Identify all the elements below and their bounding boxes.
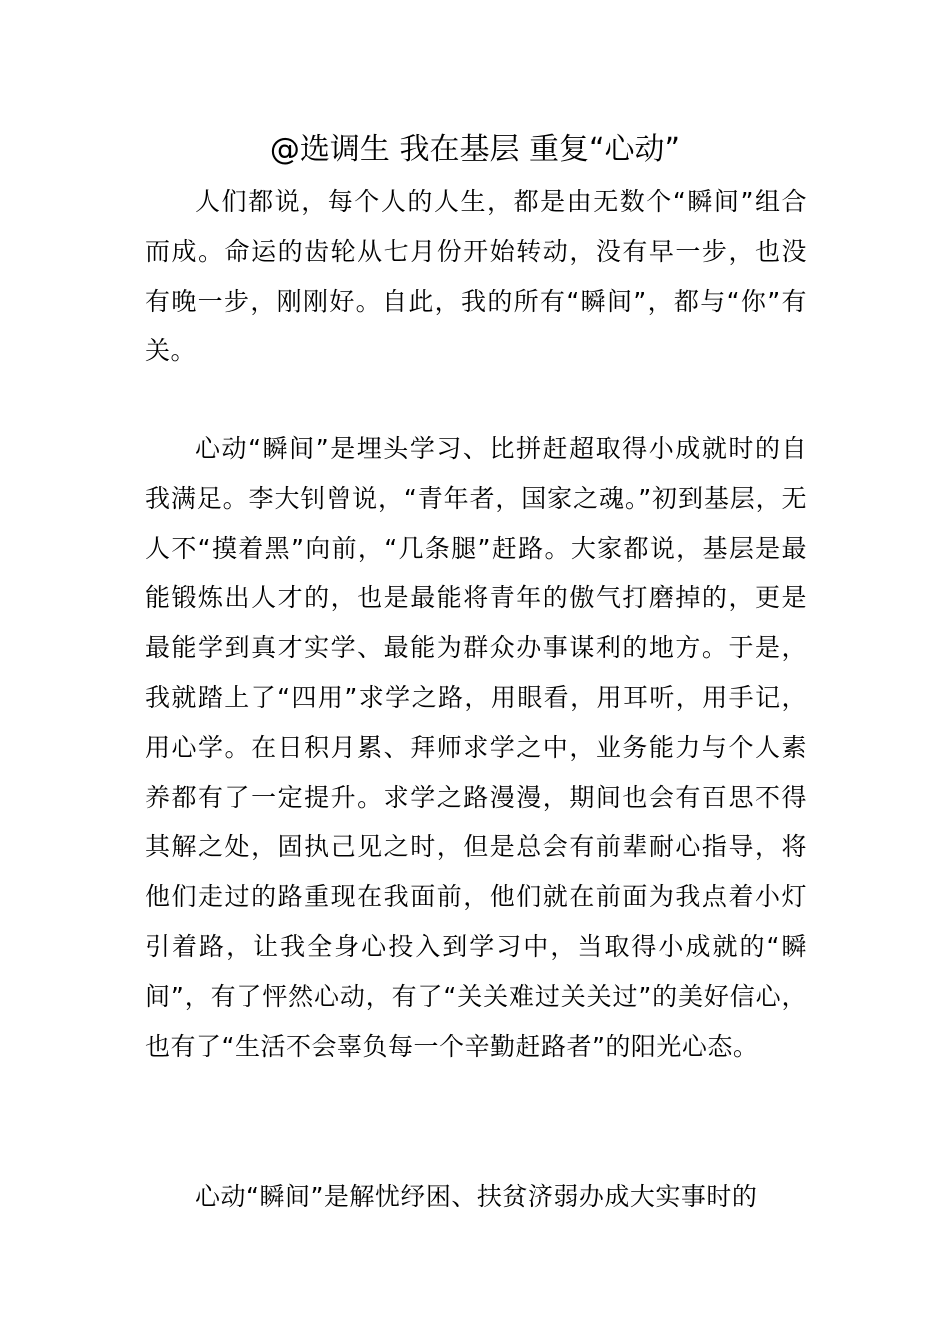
paragraph-intro: 人们都说，每个人的人生，都是由无数个“瞬间”组合而成。命运的齿轮从七月份开始转动，没有早一步，也没有晚一步，刚刚好。自此，我的所有“瞬间”，都与“你”有关。 (145, 187, 807, 366)
paragraph-learning: 心动“瞬间”是埋头学习、比拼赶超取得小成就时的自我满足。李大钊曾说，“青年者，国家之魂。”初到基层，无人不“摸着黑”向前，“几条腿”赶路。大家都说，基层是最能锻炼出人才的，也是最能将青年的傲气打磨掉的，更是最能学到真才实学、最能为群众办事谋利的地方。于是，我就踏上了“四用”求学之路，用眼看，用耳听，用手记，用心学。在日积月累、拜师求学之中，业务能力与个人素养都有了一定提升。求学之路漫漫，期间也会有百思不得其解之处，固执己见之时，但是总会有前辈耐心指导，将他们走过的路重现在我面前，他们就在前面为我点着小灯引着路，让我全身心投入到学习中，当取得小成就的“瞬间”，有了怦然心动，有了“关关难过关关过”的美好信心，也有了“生活不会辜负每一个辛勤赶路者”的阳光心态。 (145, 434, 807, 1061)
document-title: @选调生 我在基层 重复“心动” (269, 132, 681, 167)
paragraph-poverty-relief: 心动“瞬间”是解忧纾困、扶贫济弱办成大实事时的 (195, 1182, 758, 1211)
